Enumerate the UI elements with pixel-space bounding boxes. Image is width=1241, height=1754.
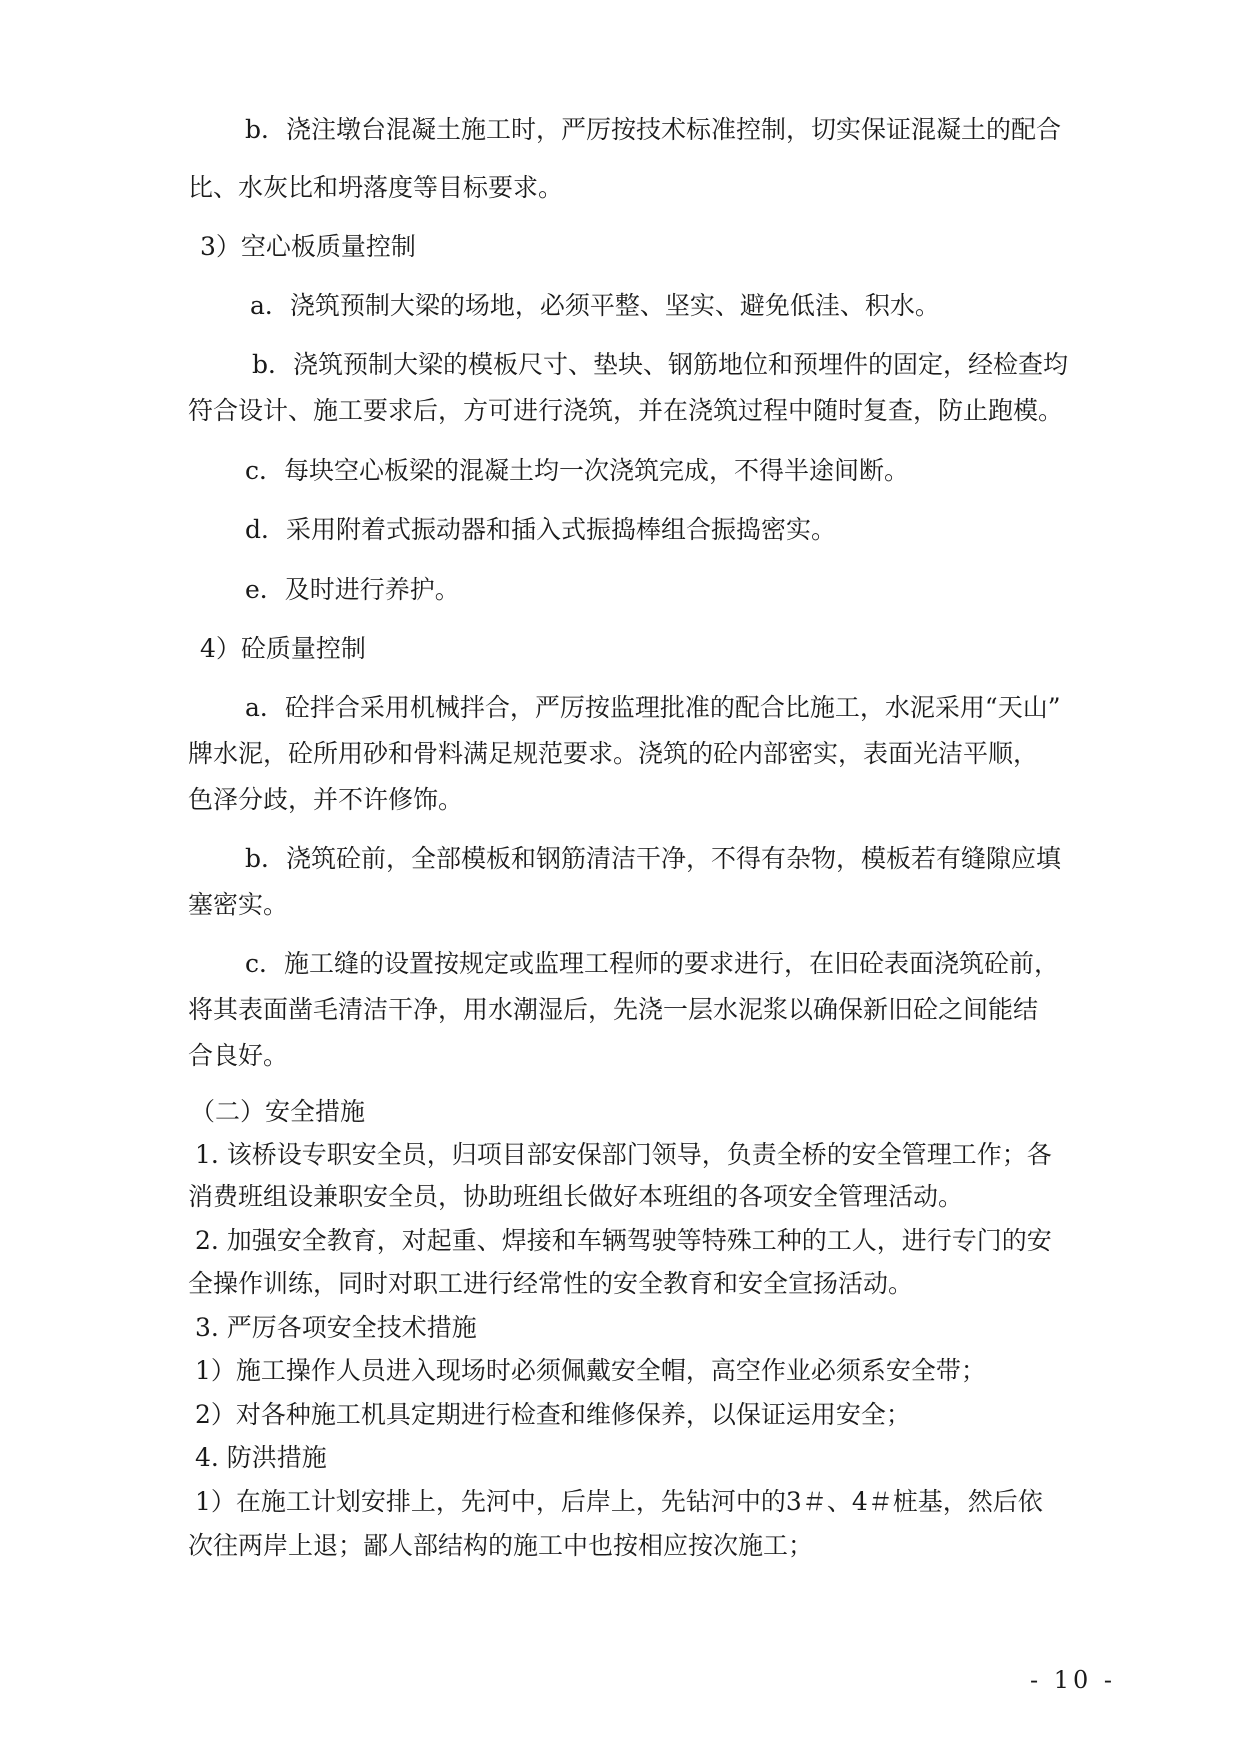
text-line: 1）在施工计划安排上，先河中，后岸上，先钻河中的3＃、4＃桩基，然后依 [195,1487,1043,1516]
text-line: 色泽分歧，并不许修饰。 [188,785,464,814]
text-line: b．浇注墩台混凝土施工时，严厉按技术标准控制，切实保证混凝土的配合 [245,115,1062,144]
text-line: 2. 加强安全教育，对起重、焊接和车辆驾驶等特殊工种的工人，进行专门的安 [195,1226,1052,1255]
text-line: 2）对各种施工机具定期进行检查和维修保养，以保证运用安全； [195,1400,911,1429]
text-line: d．采用附着式振动器和插入式振捣棒组合振捣密实。 [245,515,837,544]
text-line: 比、水灰比和坍落度等目标要求。 [188,173,564,202]
page-number: - 10 - [1030,1666,1117,1694]
section-heading: 3. 严厉各项安全技术措施 [195,1313,477,1342]
text-line: 次往两岸上退；鄙人部结构的施工中也按相应按次施工； [188,1531,814,1560]
text-line: 全操作训练，同时对职工进行经常性的安全教育和安全宣扬活动。 [188,1269,914,1298]
text-line: c．施工缝的设置按规定或监理工程师的要求进行，在旧砼表面浇筑砼前， [245,949,1060,978]
text-line: 1）施工操作人员进入现场时必须佩戴安全帽，高空作业必须系安全带； [195,1356,986,1385]
text-line: c．每块空心板梁的混凝土均一次浇筑完成，不得半途间断。 [245,456,910,485]
text-line: b．浇筑砼前，全部模板和钢筋清洁干净，不得有杂物，模板若有缝隙应填 [245,844,1062,873]
text-line: a．砼拌合采用机械拌合，严厉按监理批准的配合比施工，水泥采用“天山” [245,693,1061,722]
text-line: 合良好。 [188,1041,289,1070]
text-line: 塞密实。 [188,890,289,919]
text-line: b．浇筑预制大梁的模板尺寸、垫块、钢筋地位和预埋件的固定，经检查均 [252,350,1069,379]
text-line: 符合设计、施工要求后，方可进行浇筑，并在浇筑过程中随时复查，防止跑模。 [188,396,1064,425]
text-line: e．及时进行养护。 [245,575,460,604]
section-heading: 3）空心板质量控制 [200,232,416,261]
text-line: 1. 该桥设专职安全员，归项目部安保部门领导，负责全桥的安全管理工作；各 [195,1140,1052,1169]
section-heading: （二）安全措施 [190,1097,366,1126]
text-line: 牌水泥，砼所用砂和骨料满足规范要求。浇筑的砼内部密实，表面光洁平顺， [188,739,1039,768]
section-heading: 4. 防洪措施 [195,1443,327,1472]
text-line: 消费班组设兼职安全员，协助班组长做好本班组的各项安全管理活动。 [188,1182,964,1211]
text-line: a．浇筑预制大梁的场地，必须平整、坚实、避免低洼、积水。 [250,291,940,320]
section-heading: 4）砼质量控制 [200,634,366,663]
text-line: 将其表面凿毛清洁干净，用水潮湿后，先浇一层水泥浆以确保新旧砼之间能结 [188,995,1039,1024]
